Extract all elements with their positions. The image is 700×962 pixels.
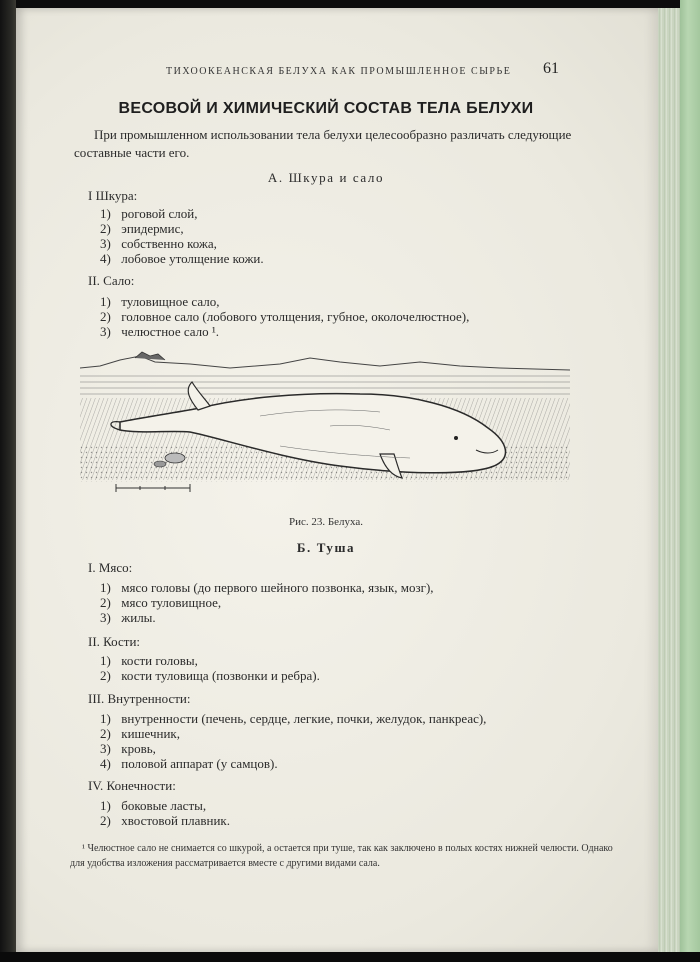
group-meat-label: I. Мясо:: [88, 560, 133, 575]
list-item: 1) мясо головы (до первого шейного позвонка, язык, мозг),: [100, 580, 434, 595]
list-item: 3) кровь,: [100, 741, 156, 756]
list-item: 2) кости туловища (позвонки и ребра).: [100, 668, 320, 683]
footnote: ¹ Челюстное сало не снимается со шкурой, а остается при туше, так как заключено в полых костях нижней челюсти. Однако для удобства изложения рассматривается вместе с другими видами сала.: [70, 843, 613, 869]
list-item: 1) внутренности (печень, сердце, легкие, почки, желудок, панкреас),: [100, 711, 487, 726]
intro-paragraph: При промышленном использовании тела белухи целесообразно различать следующие составные части его.: [74, 127, 572, 160]
list-item: 3) челюстное сало ¹.: [100, 324, 220, 339]
list-item: 2) кишечник,: [100, 726, 180, 741]
list-item: 4) лобовое утолщение кожи.: [100, 251, 264, 266]
list-item: 1) роговой слой,: [100, 206, 198, 221]
group-limbs-label: IV. Конечности:: [88, 778, 176, 793]
group-bones-label: II. Кости:: [88, 634, 141, 649]
list-item: 3) собственно кожа,: [100, 236, 217, 251]
figure-caption: Рис. 23. Белуха.: [288, 516, 364, 528]
section-a-title: А. Шкура и сало: [267, 170, 385, 185]
list-item: 2) мясо туловищное,: [100, 595, 222, 610]
book-cover-edge: [680, 0, 700, 962]
list-item: 2) хвостовой плавник.: [100, 813, 230, 828]
page-number: 61: [543, 60, 559, 77]
list-item: 1) туловищное сало,: [100, 294, 220, 309]
group-viscera-label: III. Внутренности:: [88, 691, 191, 706]
beluga-illustration: [80, 346, 570, 506]
list-item: 1) боковые ласты,: [100, 798, 207, 813]
group-skin-label: I Шкура:: [88, 188, 138, 203]
page-edges: [658, 8, 680, 952]
background-bottom: [0, 952, 700, 962]
list-item: 3) жилы.: [100, 610, 156, 625]
running-header: ТИХООКЕАНСКАЯ БЕЛУХА КАК ПРОМЫШЛЕННОЕ СЫРЬЕ: [166, 66, 512, 77]
list-item: 1) кости головы,: [100, 653, 198, 668]
list-item: 2) головное сало (лобового утолщения, губное, околочелюстное),: [100, 309, 470, 324]
page-title: ВЕСОВОЙ И ХИМИЧЕСКИЙ СОСТАВ ТЕЛА БЕЛУХИ: [118, 100, 534, 117]
book-spine-left: [0, 0, 16, 962]
list-item: 4) половой аппарат (у самцов).: [100, 756, 278, 771]
list-item: 2) эпидермис,: [100, 221, 184, 236]
book-page: [16, 8, 658, 952]
group-fat-label: II. Сало:: [88, 273, 135, 288]
section-b-title: Б. Туша: [296, 540, 356, 555]
